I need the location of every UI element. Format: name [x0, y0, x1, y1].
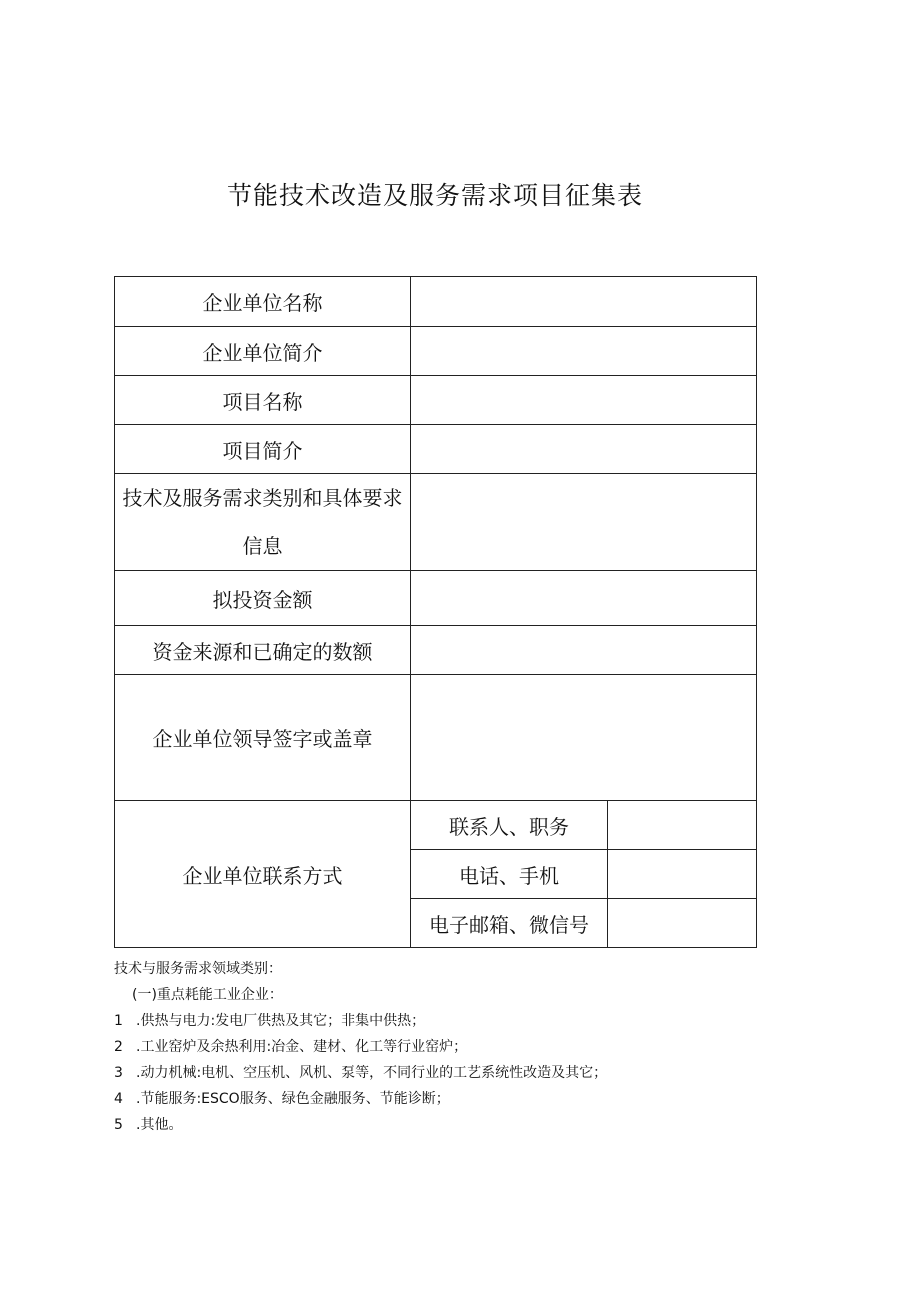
notes-subheading: (一)重点耗能工业企业： — [132, 987, 283, 1003]
phone-label: 电话、手机 — [411, 850, 608, 899]
contact-person-input[interactable] — [608, 801, 757, 850]
form-row — [115, 425, 757, 474]
project-intro-input[interactable] — [411, 425, 757, 474]
company-intro-label: 企业单位简介 — [115, 327, 411, 376]
page-title: 节能技术改造及服务需求项目征集表 — [226, 181, 643, 210]
list-item: 3 .动力机械:电机、空压机、风机、泵等，不同行业的工艺系统性改造及其它； — [114, 1065, 608, 1081]
planned-investment-label: 拟投资金额 — [115, 571, 411, 626]
company-name-label: 企业单位名称 — [115, 277, 411, 327]
notes-heading: 技术与服务需求领域类别： — [114, 961, 282, 977]
company-intro-input[interactable] — [411, 327, 757, 376]
project-intro-label: 项目简介 — [115, 425, 411, 474]
list-item: 1 .供热与电力:发电厂供热及其它；非集中供热； — [114, 1013, 426, 1029]
email-wechat-input[interactable] — [608, 899, 757, 948]
list-item: 4 .节能服务:ESCO服务、绿色金融服务、节能诊断； — [114, 1091, 450, 1107]
planned-investment-input[interactable] — [411, 571, 757, 626]
funding-source-input[interactable] — [411, 626, 757, 675]
requirement-input[interactable] — [411, 474, 757, 571]
project-form-table — [114, 276, 757, 948]
contact-method-label: 企业单位联系方式 — [115, 801, 411, 948]
phone-input[interactable] — [608, 850, 757, 899]
form-row — [115, 327, 757, 376]
form-row — [115, 376, 757, 425]
form-row — [115, 626, 757, 675]
company-name-input[interactable] — [411, 277, 757, 327]
notes-section — [114, 956, 754, 1138]
leader-signature-label: 企业单位领导签字或盖章 — [115, 675, 411, 801]
requirement-label: 技术及服务需求类别和具体要求信息 — [115, 474, 411, 571]
project-name-input[interactable] — [411, 376, 757, 425]
funding-source-label: 资金来源和已确定的数额 — [115, 626, 411, 675]
form-row — [115, 675, 757, 801]
list-item: 5 .其他。 — [114, 1117, 183, 1133]
form-row — [115, 474, 757, 571]
leader-signature-input[interactable] — [411, 675, 757, 801]
form-row — [115, 801, 757, 850]
contact-person-label: 联系人、职务 — [411, 801, 608, 850]
form-row — [115, 277, 757, 327]
list-item: 2 .工业窑炉及余热利用:冶金、建材、化工等行业窑炉； — [114, 1039, 468, 1055]
form-row — [115, 571, 757, 626]
email-wechat-label: 电子邮箱、微信号 — [411, 899, 608, 948]
project-name-label: 项目名称 — [115, 376, 411, 425]
